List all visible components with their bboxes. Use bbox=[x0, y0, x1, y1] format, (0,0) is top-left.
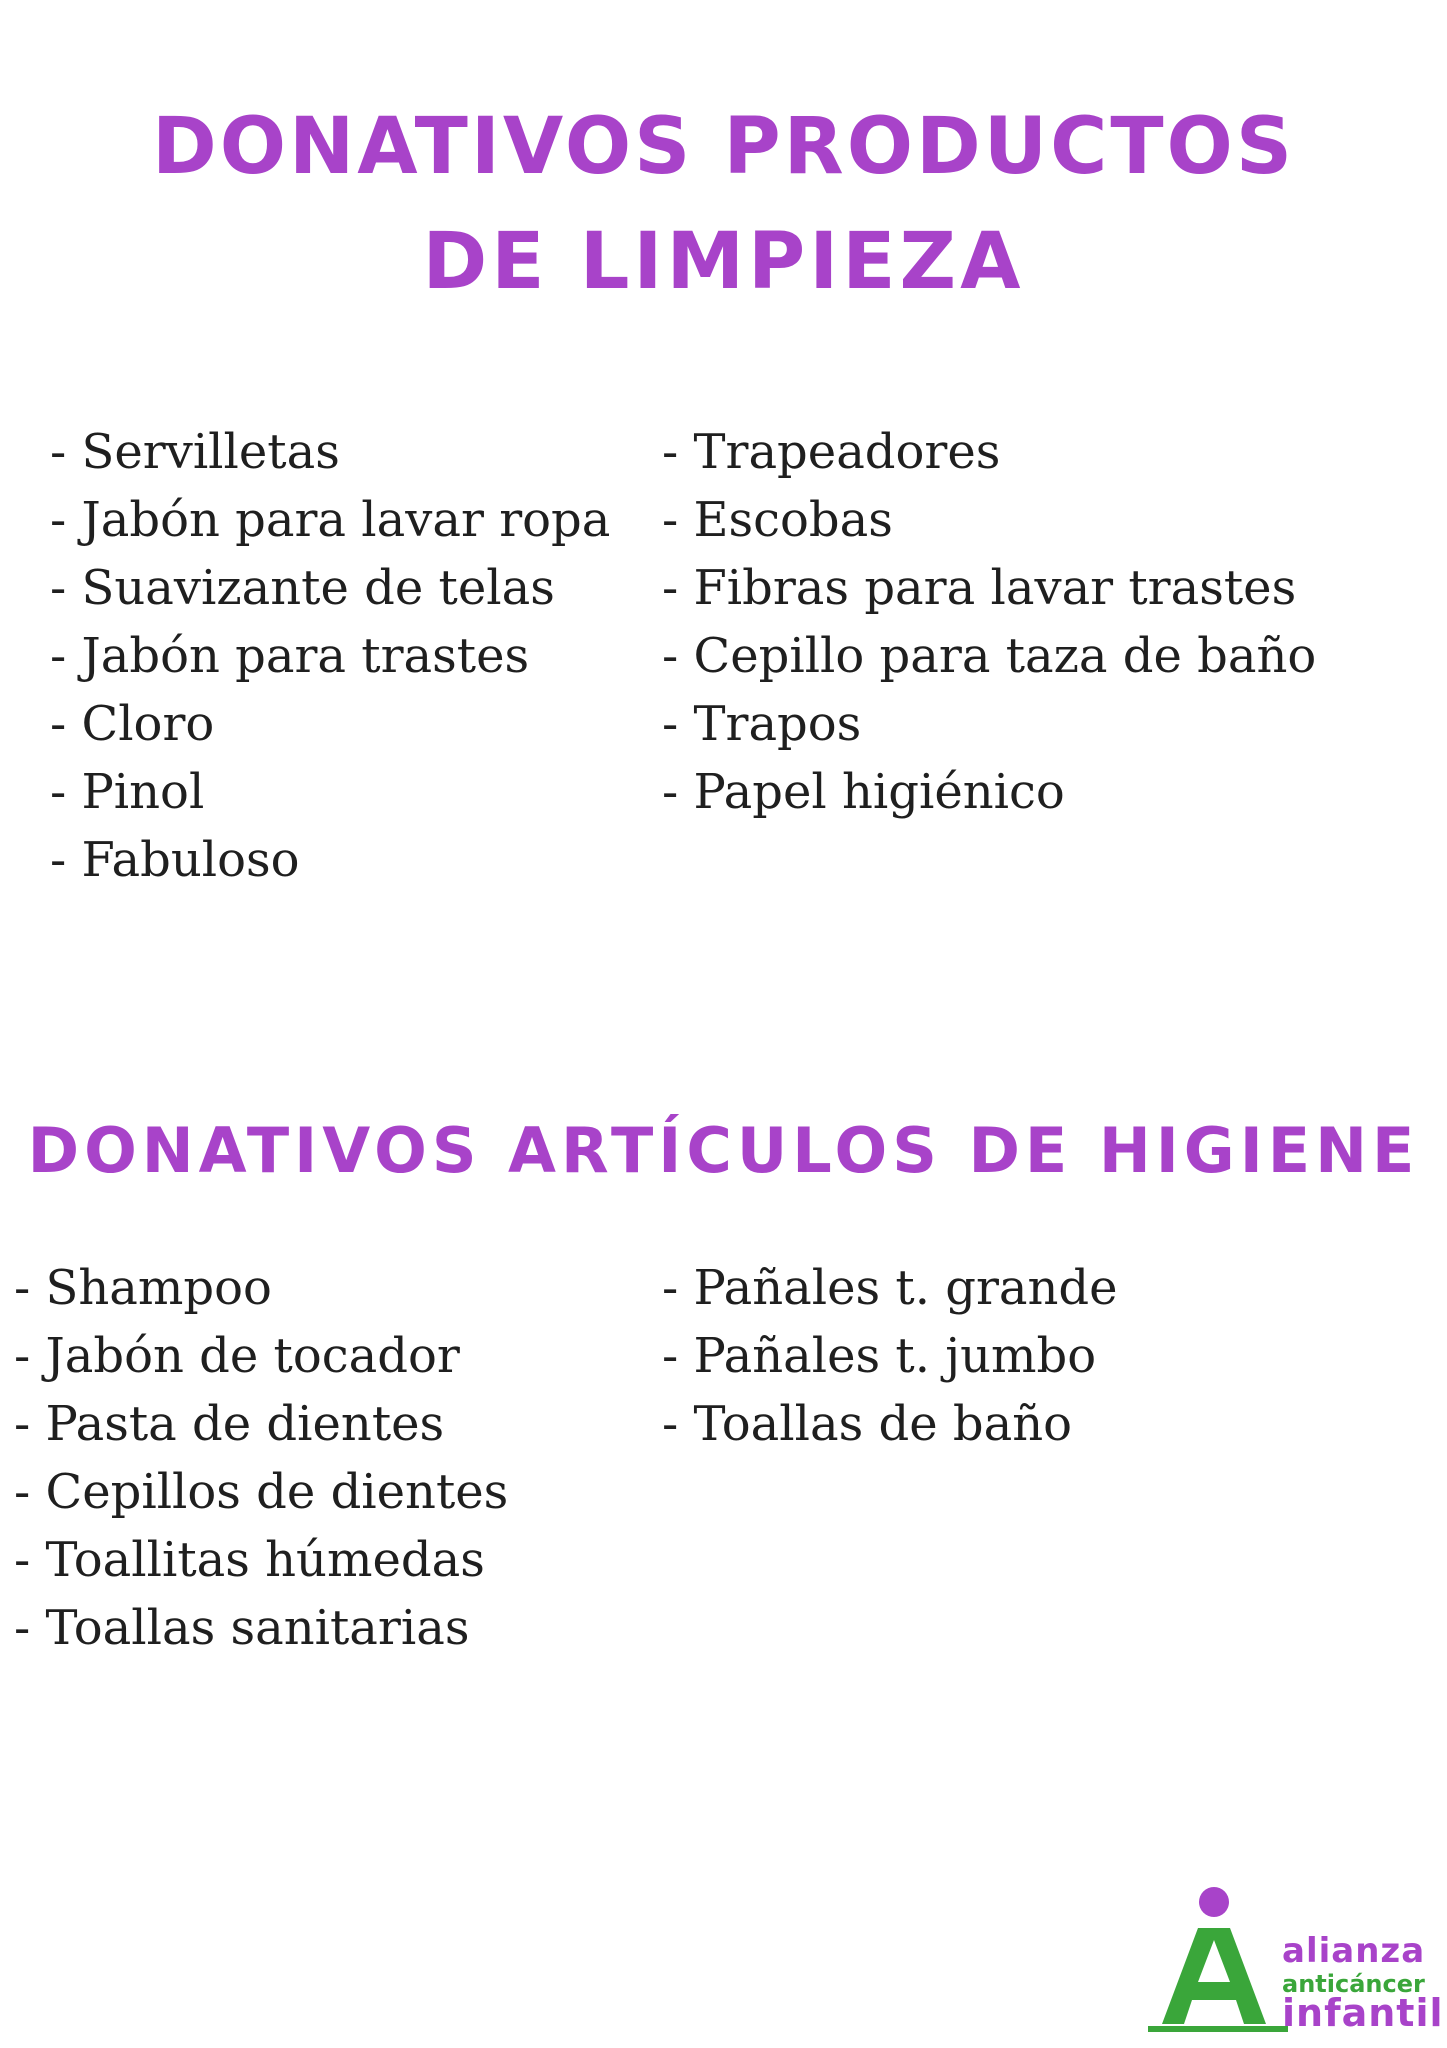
section2-title: DONATIVOS ARTÍCULOS DE HIGIENE bbox=[27, 1114, 1420, 1187]
list-item: - Jabón para lavar ropa bbox=[50, 492, 611, 548]
list-item: - Cloro bbox=[50, 696, 215, 752]
logo-text-anticancer: anticáncer bbox=[1282, 1970, 1425, 1998]
hygiene-list-col1 bbox=[14, 1254, 508, 1662]
list-item: - Pinol bbox=[50, 764, 205, 820]
section1-title-line2: DE LIMPIEZA bbox=[422, 217, 1025, 307]
list-item: - Cepillo para taza de baño bbox=[662, 628, 1317, 684]
hygiene-list-col2 bbox=[662, 1254, 1118, 1458]
list-item: - Servilletas bbox=[50, 424, 340, 480]
list-item: - Shampoo bbox=[14, 1260, 272, 1316]
list-item: - Toallitas húmedas bbox=[14, 1532, 485, 1588]
list-item: - Fibras para lavar trastes bbox=[662, 560, 1297, 616]
list-item: - Suavizante de telas bbox=[50, 560, 555, 616]
logo-text-alianza: alianza bbox=[1282, 1931, 1426, 1971]
alianza-logo bbox=[1148, 1886, 1444, 2036]
list-item: - Papel higiénico bbox=[662, 764, 1065, 820]
list-item: - Trapos bbox=[662, 696, 862, 752]
list-item: - Pañales t. grande bbox=[662, 1260, 1118, 1316]
list-item: - Jabón para trastes bbox=[50, 628, 530, 684]
list-item: - Jabón de tocador bbox=[14, 1328, 460, 1384]
list-item: - Toallas sanitarias bbox=[14, 1600, 470, 1656]
list-item: - Pasta de dientes bbox=[14, 1396, 445, 1452]
list-item: - Trapeadores bbox=[662, 424, 1001, 480]
cleaning-list-col2 bbox=[662, 418, 1316, 826]
list-item: - Escobas bbox=[662, 492, 893, 548]
cleaning-list-col1 bbox=[50, 418, 610, 894]
list-item: - Toallas de baño bbox=[662, 1396, 1073, 1452]
list-item: - Fabuloso bbox=[50, 832, 300, 888]
list-item: - Pañales t. jumbo bbox=[662, 1328, 1097, 1384]
list-item: - Cepillos de dientes bbox=[14, 1464, 509, 1520]
logo-mark-icon bbox=[1148, 1886, 1288, 2036]
section1-title-line1: DONATIVOS PRODUCTOS bbox=[151, 102, 1296, 192]
logo-text-infantil: infantil bbox=[1282, 1991, 1444, 2035]
